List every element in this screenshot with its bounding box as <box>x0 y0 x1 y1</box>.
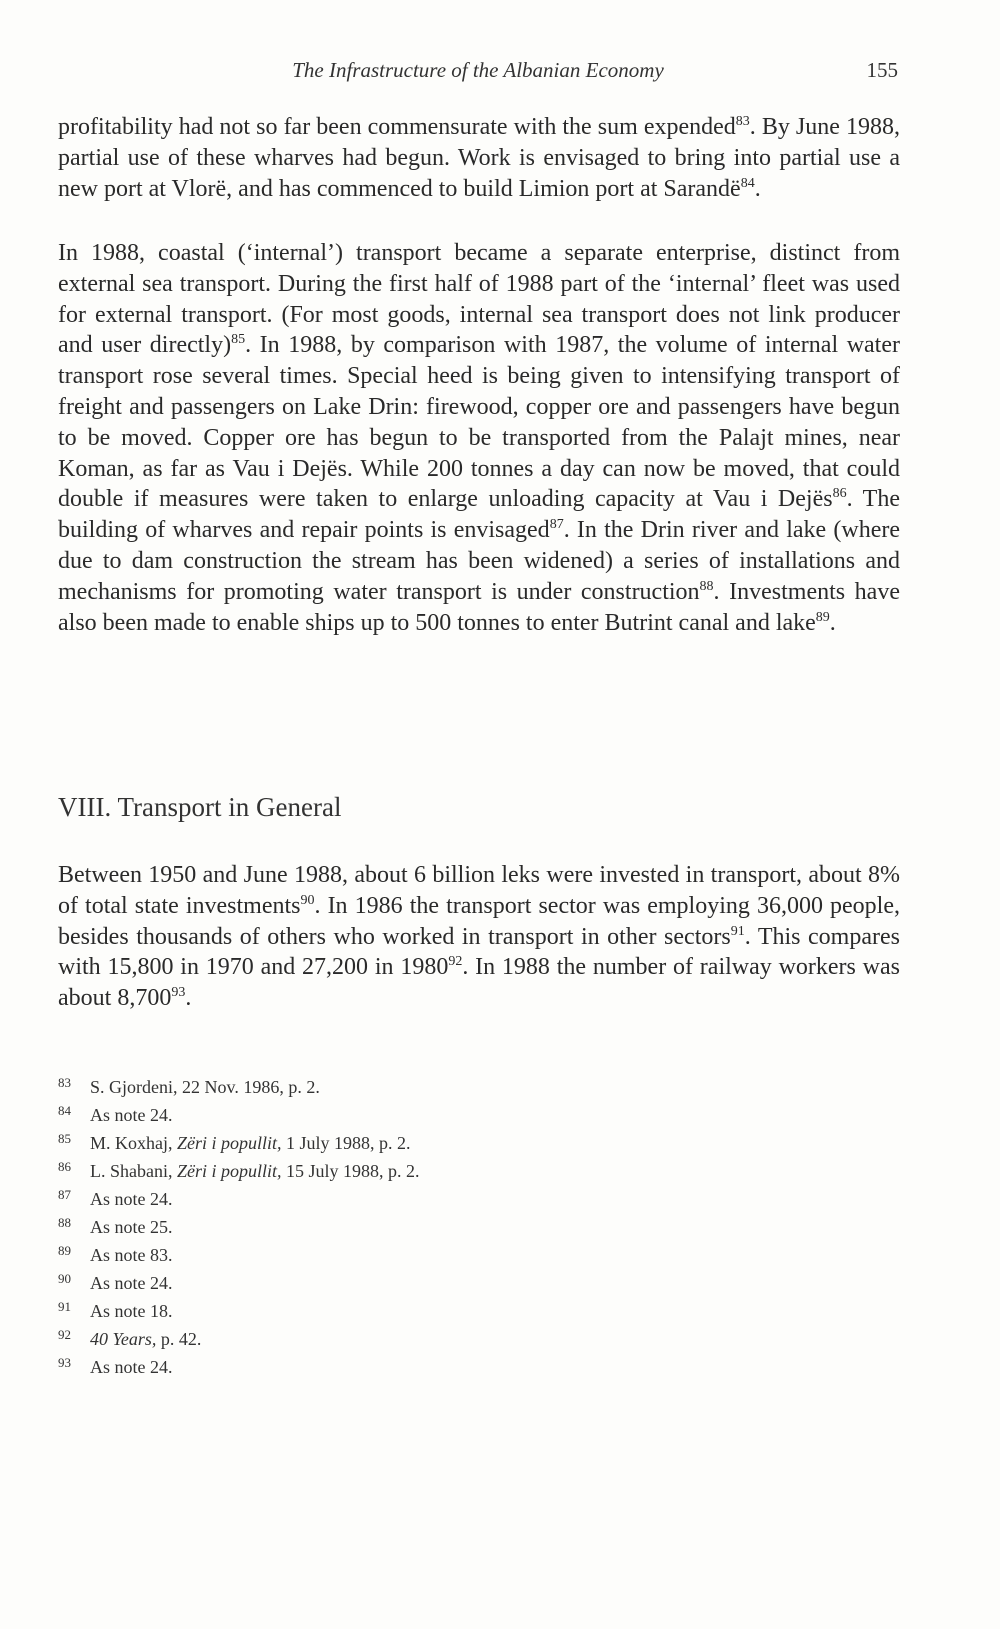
footnote-text: As note 24. <box>90 1105 173 1125</box>
text-run: . In 1986 the transport sector was employing 36,000 people, besides thousands of others who worked in transport in other sectors <box>58 892 900 950</box>
footnote <box>58 1241 758 1269</box>
footnote-ref: 85 <box>231 332 246 348</box>
footnote-text: M. Koxhaj, <box>90 1133 177 1153</box>
text-run: . <box>754 175 761 202</box>
footnote-ref: 91 <box>730 923 745 939</box>
footnote-text: As note 24. <box>90 1189 173 1209</box>
running-title: The Infrastructure of the Albanian Economy <box>292 58 664 82</box>
footnote-number: 87 <box>58 1187 71 1202</box>
footnote-text: As note 25. <box>90 1217 173 1237</box>
paragraph-1 <box>58 112 900 204</box>
footnote-text: 15 July 1988, p. 2. <box>281 1161 420 1181</box>
footnote-number: 88 <box>58 1215 71 1230</box>
footnote-text: p. 42. <box>156 1329 202 1349</box>
footnote-italic: Zëri i popullit, <box>177 1161 282 1181</box>
footnote <box>58 1213 758 1241</box>
footnote-number: 93 <box>58 1355 71 1370</box>
footnote-number: 91 <box>58 1299 71 1314</box>
footnote <box>58 1353 758 1381</box>
footnote <box>58 1157 758 1185</box>
text-run: . <box>829 609 836 636</box>
footnote-text: As note 18. <box>90 1301 173 1321</box>
footnote <box>58 1325 758 1353</box>
footnote <box>58 1297 758 1325</box>
footnote-number: 84 <box>58 1103 71 1118</box>
footnote-italic: 40 Years, <box>90 1329 157 1349</box>
footnote-ref: 90 <box>300 892 315 908</box>
text-run: . In 1988, by comparison with 1987, the volume of internal water transport rose several times. Special heed is being given to intensifying transport of freight and passengers on Lake Drin: firewood, copper ore and passengers have begun to be moved. Copper ore has begun to be transported from the Palajt mines, near Koman, as far as Vau i Dejës. While 200 tonnes a day can now be moved, that could double if measures were taken to enlarge unloading capacity at Vau i Dejës <box>58 332 900 513</box>
footnote-ref: 89 <box>815 609 830 625</box>
footnote <box>58 1129 758 1157</box>
footnote <box>58 1185 758 1213</box>
footnote-number: 92 <box>58 1327 71 1342</box>
page-number: 155 <box>866 58 898 82</box>
text-run: profitability had not so far been commensurate with the sum expended <box>58 114 736 140</box>
footnote-number: 83 <box>58 1075 71 1090</box>
text-run: . In the Drin river and lake (where due to dam construction the stream has been widened) a series of installations and mechanisms for promoting water transport is under construction <box>58 517 900 605</box>
footnote-text: As note 24. <box>90 1357 173 1377</box>
text-run: Between 1950 and June 1988, about 6 billion leks were invested in transport, about 8% of total state investments <box>58 862 900 919</box>
footnote-ref: 92 <box>448 954 463 970</box>
text-run: . In 1988 the number of railway workers was about 8,700 <box>58 954 901 1012</box>
footnote-ref: 86 <box>832 486 847 502</box>
footnote-italic: Zëri i popullit, <box>177 1133 282 1153</box>
text-run: . Investments have also been made to enable ships up to 500 tonnes to enter Butrint canal and lake <box>58 578 900 636</box>
text-run: In 1988, coastal (‘internal’) transport became a separate enterprise, distinct from external sea transport. During the first half of 1988 part of the ‘internal’ fleet was used for external transport. (For most goods, internal sea transport does not link producer and user directly) <box>58 240 900 359</box>
footnote <box>58 1269 758 1297</box>
footnote-number: 85 <box>58 1131 71 1146</box>
footnote-ref: 84 <box>740 175 755 191</box>
footnote-text: As note 24. <box>90 1273 173 1293</box>
footnote-text: 1 July 1988, p. 2. <box>281 1133 411 1153</box>
footnotes-list <box>58 1073 758 1381</box>
paragraph-2 <box>58 238 900 638</box>
footnote-text: S. Gjordeni, 22 Nov. 1986, p. 2. <box>90 1077 320 1097</box>
text-run: . This compares with 15,800 in 1970 and 27,200 in 1980 <box>58 923 900 981</box>
footnote <box>58 1073 758 1101</box>
footnote-number: 86 <box>58 1159 71 1174</box>
running-head <box>58 58 898 92</box>
footnote-number: 90 <box>58 1271 71 1286</box>
footnote-number: 89 <box>58 1243 71 1258</box>
footnote-ref: 83 <box>735 114 750 129</box>
footnote-ref: 87 <box>549 517 564 533</box>
footnote-ref: 93 <box>171 985 186 1001</box>
text-run: . <box>185 985 192 1012</box>
section-heading: VIII. Transport in General <box>58 792 342 822</box>
footnote-text: L. Shabani, <box>90 1161 177 1181</box>
text-run: . The building of wharves and repair points is envisaged <box>58 486 900 544</box>
footnote-ref: 88 <box>699 578 714 594</box>
paragraph-3 <box>58 860 900 1014</box>
footnote-text: As note 83. <box>90 1245 173 1265</box>
text-run: . By June 1988, partial use of these wharves had begun. Work is envisaged to bring into partial use a new port at Vlorë, and has commenced to build Limion port at Sarandë <box>58 114 900 202</box>
footnote <box>58 1101 758 1129</box>
